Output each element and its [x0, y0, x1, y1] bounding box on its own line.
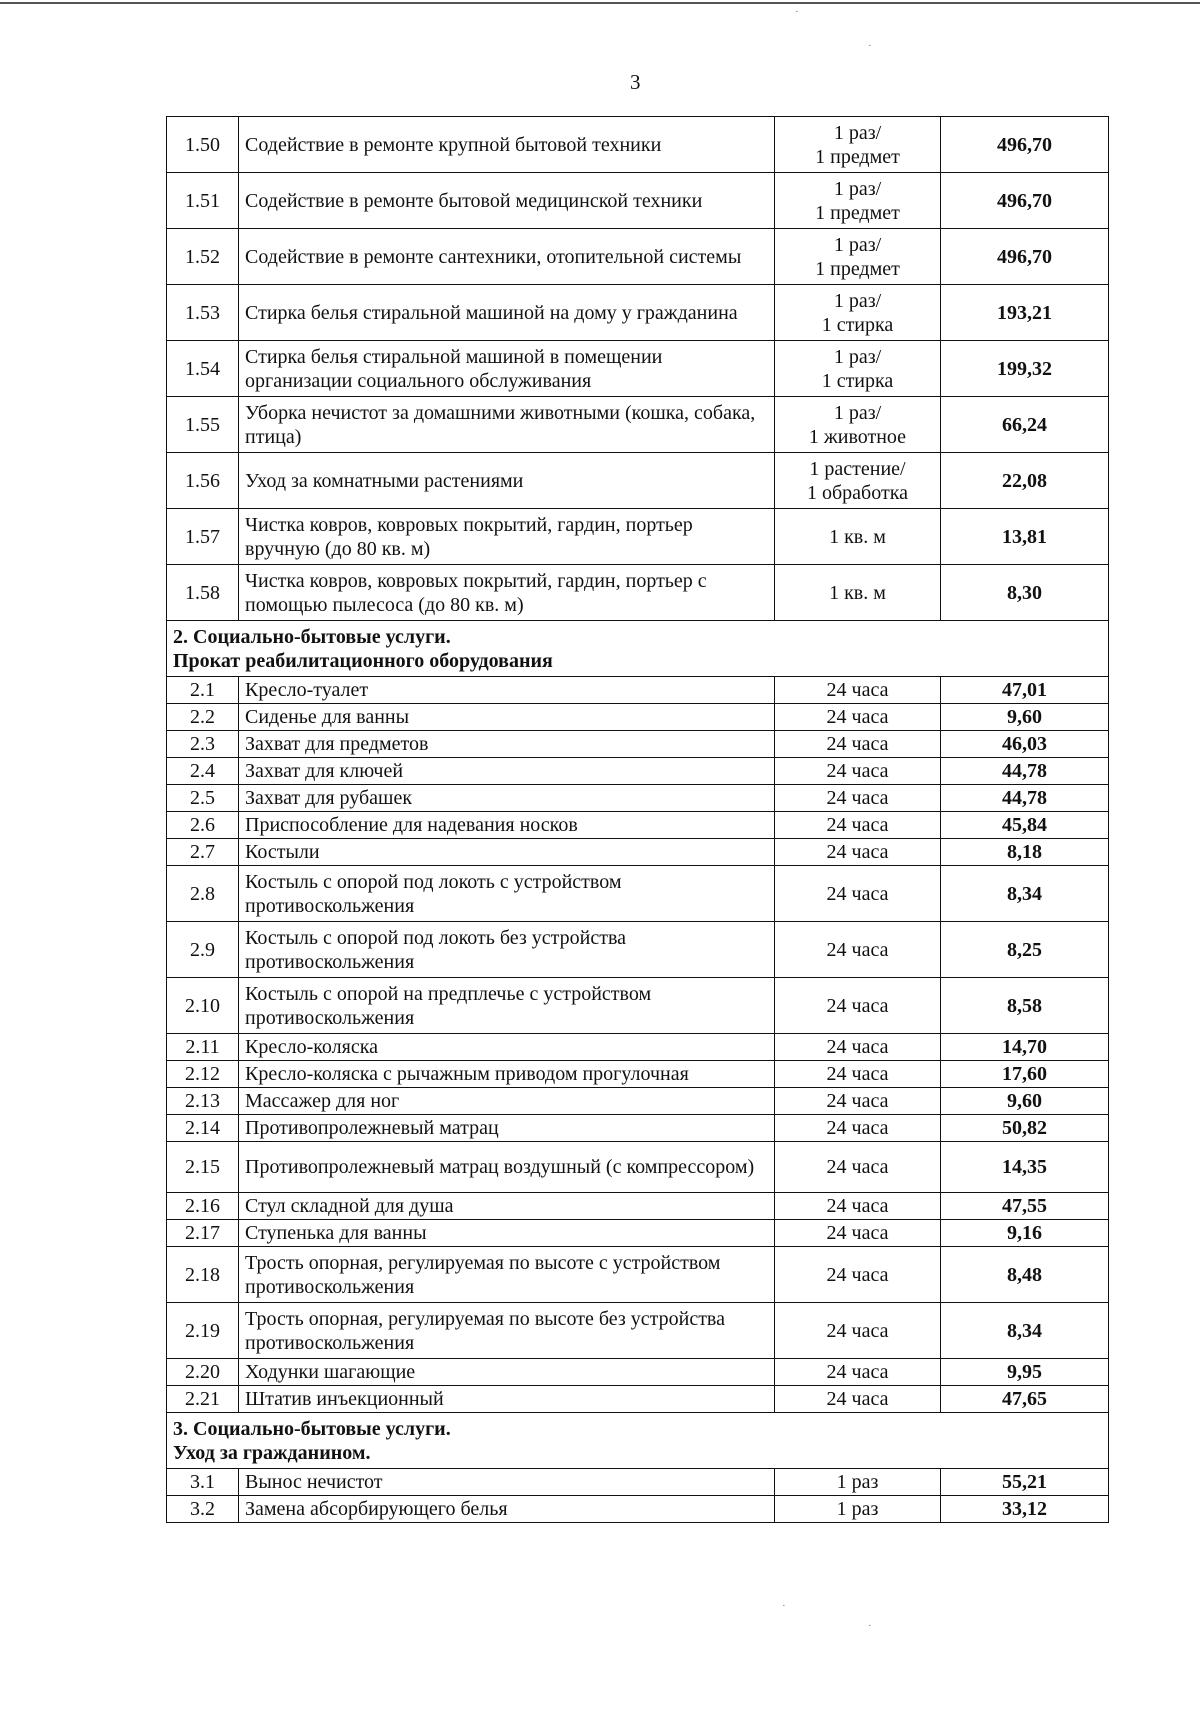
table-row	[167, 1469, 1109, 1496]
table-row	[167, 341, 1109, 397]
service-price: 9,16	[941, 1220, 1109, 1247]
table-row	[167, 1247, 1109, 1303]
service-price: 55,21	[941, 1469, 1109, 1496]
row-number: 2.13	[167, 1088, 239, 1115]
service-unit: 24 часа	[775, 1247, 941, 1303]
table-row	[167, 1088, 1109, 1115]
service-name: Сиденье для ванны	[239, 704, 775, 731]
section-heading-row	[167, 621, 1109, 677]
page-top-border	[0, 2, 1200, 4]
scan-speck: ·	[795, 6, 799, 18]
service-name: Костыль с опорой под локоть с устройством противоскольжения	[239, 866, 775, 922]
service-price: 496,70	[941, 173, 1109, 229]
row-number: 3.1	[167, 1469, 239, 1496]
service-name: Захват для предметов	[239, 731, 775, 758]
service-price: 45,84	[941, 812, 1109, 839]
service-unit: 24 часа	[775, 731, 941, 758]
service-price: 46,03	[941, 731, 1109, 758]
table-row	[167, 1034, 1109, 1061]
row-number: 2.9	[167, 922, 239, 978]
service-unit: 24 часа	[775, 1142, 941, 1193]
row-number: 2.11	[167, 1034, 239, 1061]
service-unit: 24 часа	[775, 1193, 941, 1220]
row-number: 2.4	[167, 758, 239, 785]
row-number: 2.18	[167, 1247, 239, 1303]
service-unit: 1 кв. м	[775, 565, 941, 621]
service-name: Трость опорная, регулируемая по высоте без устройства противоскольжения	[239, 1303, 775, 1359]
table-row	[167, 839, 1109, 866]
service-price: 47,55	[941, 1193, 1109, 1220]
row-number: 1.50	[167, 117, 239, 173]
service-name: Штатив инъекционный	[239, 1386, 775, 1413]
service-price: 50,82	[941, 1115, 1109, 1142]
table-row	[167, 1115, 1109, 1142]
row-number: 2.1	[167, 677, 239, 704]
service-price: 44,78	[941, 758, 1109, 785]
table-row	[167, 509, 1109, 565]
service-price: 8,34	[941, 866, 1109, 922]
section-heading-row	[167, 1413, 1109, 1469]
service-name: Трость опорная, регулируемая по высоте с устройством противоскольжения	[239, 1247, 775, 1303]
service-name: Стул складной для душа	[239, 1193, 775, 1220]
service-unit: 24 часа	[775, 866, 941, 922]
service-price: 8,48	[941, 1247, 1109, 1303]
row-number: 1.52	[167, 229, 239, 285]
row-number: 2.3	[167, 731, 239, 758]
service-name: Стирка белья стиральной машиной на дому у гражданина	[239, 285, 775, 341]
table-row	[167, 565, 1109, 621]
service-unit: 24 часа	[775, 1088, 941, 1115]
table-row	[167, 812, 1109, 839]
service-price: 9,60	[941, 704, 1109, 731]
service-name: Стирка белья стиральной машиной в помещении организации социального обслуживания	[239, 341, 775, 397]
service-name: Содействие в ремонте сантехники, отопительной системы	[239, 229, 775, 285]
table-row	[167, 866, 1109, 922]
row-number: 1.51	[167, 173, 239, 229]
table-row	[167, 1386, 1109, 1413]
section-subtitle: Прокат реабилитационного оборудования	[173, 649, 553, 672]
service-price: 496,70	[941, 117, 1109, 173]
table-row	[167, 1061, 1109, 1088]
service-name: Ступенька для ванны	[239, 1220, 775, 1247]
service-unit: 24 часа	[775, 1061, 941, 1088]
service-name: Костыль с опорой под локоть без устройства противоскольжения	[239, 922, 775, 978]
table-row	[167, 1303, 1109, 1359]
service-unit: 24 часа	[775, 758, 941, 785]
service-price: 66,24	[941, 397, 1109, 453]
service-price: 193,21	[941, 285, 1109, 341]
service-name: Кресло-коляска	[239, 1034, 775, 1061]
table-row	[167, 1193, 1109, 1220]
table-row	[167, 229, 1109, 285]
row-number: 2.12	[167, 1061, 239, 1088]
table-row	[167, 397, 1109, 453]
service-unit: 24 часа	[775, 978, 941, 1034]
service-unit: 1 раз/ 1 стирка	[775, 285, 941, 341]
service-unit: 24 часа	[775, 704, 941, 731]
service-name: Костыли	[239, 839, 775, 866]
row-number: 1.56	[167, 453, 239, 509]
row-number: 2.17	[167, 1220, 239, 1247]
service-price: 9,95	[941, 1359, 1109, 1386]
service-price: 14,35	[941, 1142, 1109, 1193]
service-name: Уборка нечистот за домашними животными (кошка, собака, птица)	[239, 397, 775, 453]
row-number: 2.14	[167, 1115, 239, 1142]
section-heading	[167, 621, 1109, 677]
scan-speck: ·	[868, 1620, 872, 1632]
row-number: 2.15	[167, 1142, 239, 1193]
service-name: Уход за комнатными растениями	[239, 453, 775, 509]
service-name: Содействие в ремонте бытовой медицинской техники	[239, 173, 775, 229]
row-number: 2.19	[167, 1303, 239, 1359]
service-unit: 24 часа	[775, 812, 941, 839]
service-price: 8,58	[941, 978, 1109, 1034]
table-row	[167, 922, 1109, 978]
service-price: 13,81	[941, 509, 1109, 565]
section-title: 3. Социально-бытовые услуги.	[173, 1417, 451, 1440]
service-name: Костыль с опорой на предплечье с устройством противоскольжения	[239, 978, 775, 1034]
service-unit: 24 часа	[775, 677, 941, 704]
service-unit: 1 раз/ 1 предмет	[775, 229, 941, 285]
service-unit: 1 раз/ 1 предмет	[775, 173, 941, 229]
section-title: 2. Социально-бытовые услуги.	[173, 625, 451, 648]
service-unit: 24 часа	[775, 1220, 941, 1247]
table-row	[167, 117, 1109, 173]
row-number: 1.53	[167, 285, 239, 341]
service-name: Чистка ковров, ковровых покрытий, гардин, портьер вручную (до 80 кв. м)	[239, 509, 775, 565]
service-name: Противопролежневый матрац воздушный (с компрессором)	[239, 1142, 775, 1193]
section-subtitle: Уход за гражданином.	[173, 1441, 371, 1464]
service-price: 8,34	[941, 1303, 1109, 1359]
service-name: Чистка ковров, ковровых покрытий, гардин, портьер с помощью пылесоса (до 80 кв. м)	[239, 565, 775, 621]
service-unit: 24 часа	[775, 1359, 941, 1386]
service-price: 17,60	[941, 1061, 1109, 1088]
service-name: Массажер для ног	[239, 1088, 775, 1115]
scan-speck: ·	[868, 40, 872, 52]
service-price: 47,65	[941, 1386, 1109, 1413]
service-price: 44,78	[941, 785, 1109, 812]
service-unit: 1 раз	[775, 1496, 941, 1523]
service-name: Кресло-туалет	[239, 677, 775, 704]
service-unit: 24 часа	[775, 1303, 941, 1359]
row-number: 1.54	[167, 341, 239, 397]
table-row	[167, 978, 1109, 1034]
service-name: Замена абсорбирующего белья	[239, 1496, 775, 1523]
table-row	[167, 758, 1109, 785]
row-number: 2.2	[167, 704, 239, 731]
table-row	[167, 677, 1109, 704]
section-heading	[167, 1413, 1109, 1469]
row-number: 2.8	[167, 866, 239, 922]
service-price: 199,32	[941, 341, 1109, 397]
row-number: 2.10	[167, 978, 239, 1034]
service-name: Содействие в ремонте крупной бытовой техники	[239, 117, 775, 173]
table-row	[167, 453, 1109, 509]
service-name: Захват для рубашек	[239, 785, 775, 812]
row-number: 3.2	[167, 1496, 239, 1523]
row-number: 2.5	[167, 785, 239, 812]
table-row	[167, 1142, 1109, 1193]
service-name: Кресло-коляска с рычажным приводом прогулочная	[239, 1061, 775, 1088]
scan-speck: ·	[782, 1600, 786, 1612]
service-unit: 1 кв. м	[775, 509, 941, 565]
service-price: 33,12	[941, 1496, 1109, 1523]
table-row	[167, 1359, 1109, 1386]
row-number: 2.20	[167, 1359, 239, 1386]
table-row	[167, 173, 1109, 229]
table-row	[167, 785, 1109, 812]
service-price: 22,08	[941, 453, 1109, 509]
row-number: 1.58	[167, 565, 239, 621]
service-name: Противопролежневый матрац	[239, 1115, 775, 1142]
row-number: 2.21	[167, 1386, 239, 1413]
table-row	[167, 285, 1109, 341]
service-price: 47,01	[941, 677, 1109, 704]
table-row	[167, 731, 1109, 758]
row-number: 1.57	[167, 509, 239, 565]
service-unit: 1 раз/ 1 предмет	[775, 117, 941, 173]
service-unit: 24 часа	[775, 839, 941, 866]
service-unit: 1 раз/ 1 животное	[775, 397, 941, 453]
service-price: 496,70	[941, 229, 1109, 285]
service-unit: 24 часа	[775, 1115, 941, 1142]
row-number: 2.16	[167, 1193, 239, 1220]
service-unit: 24 часа	[775, 1386, 941, 1413]
services-price-table	[166, 116, 1109, 1523]
row-number: 2.6	[167, 812, 239, 839]
service-price: 8,25	[941, 922, 1109, 978]
service-name: Ходунки шагающие	[239, 1359, 775, 1386]
service-unit: 24 часа	[775, 1034, 941, 1061]
service-name: Вынос нечистот	[239, 1469, 775, 1496]
service-unit: 1 растение/ 1 обработка	[775, 453, 941, 509]
table-row	[167, 1496, 1109, 1523]
service-unit: 24 часа	[775, 922, 941, 978]
service-price: 8,18	[941, 839, 1109, 866]
service-price: 8,30	[941, 565, 1109, 621]
row-number: 2.7	[167, 839, 239, 866]
table-row	[167, 704, 1109, 731]
page-number: 3	[630, 70, 641, 94]
service-name: Захват для ключей	[239, 758, 775, 785]
row-number: 1.55	[167, 397, 239, 453]
service-name: Приспособление для надевания носков	[239, 812, 775, 839]
service-unit: 1 раз/ 1 стирка	[775, 341, 941, 397]
service-unit: 24 часа	[775, 785, 941, 812]
table-row	[167, 1220, 1109, 1247]
service-price: 9,60	[941, 1088, 1109, 1115]
service-price: 14,70	[941, 1034, 1109, 1061]
service-unit: 1 раз	[775, 1469, 941, 1496]
